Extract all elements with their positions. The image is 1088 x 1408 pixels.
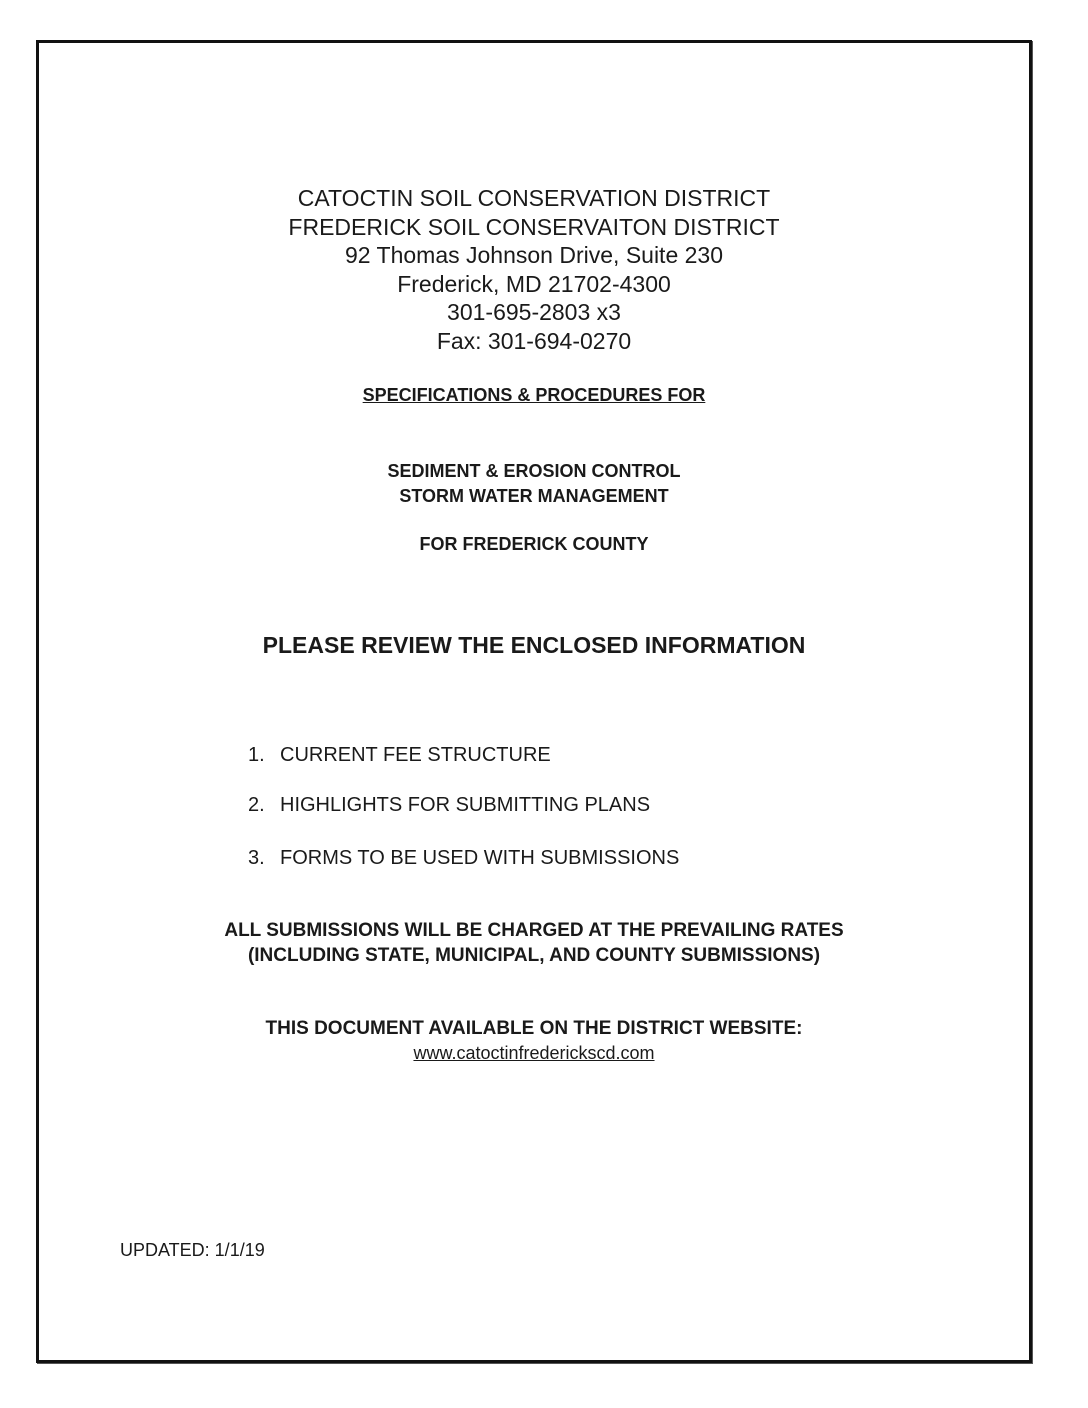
sediment-erosion-title: SEDIMENT & EROSION CONTROL [387,461,681,481]
list-number: 1. [248,744,265,766]
district-name-frederick: FREDERICK SOIL CONSERVAITON DISTRICT [288,213,780,240]
list-item [248,794,650,817]
list-text: FORMS TO BE USED WITH SUBMISSIONS [280,847,680,869]
list-number: 3. [248,847,265,869]
street-address: 92 Thomas Johnson Drive, Suite 230 [344,242,724,268]
list-item [248,847,679,870]
storm-water-title: STORM WATER MANAGEMENT [399,486,669,506]
review-heading: PLEASE REVIEW THE ENCLOSED INFORMATION [262,632,806,658]
program-titles [0,459,1068,509]
letterhead [0,184,1068,355]
charges-notice [0,918,1068,968]
updated-date: UPDATED: 1/1/19 [120,1240,265,1260]
fax-number: Fax: 301-694-0270 [436,327,632,354]
list-number: 2. [248,794,265,816]
phone-number: 301-695-2803 x3 [447,299,621,325]
list-text: CURRENT FEE STRUCTURE [280,744,551,766]
charges-line-1: ALL SUBMISSIONS WILL BE CHARGED AT THE PREVAILING RATES [224,920,844,941]
list-item [248,744,551,767]
list-text: HIGHLIGHTS FOR SUBMITTING PLANS [280,794,651,816]
spec-heading: SPECIFICATIONS & PROCEDURES FOR [362,385,706,405]
county-title: FOR FREDERICK COUNTY [419,534,649,554]
availability-title: THIS DOCUMENT AVAILABLE ON THE DISTRICT WEBSITE: [265,1018,803,1039]
website-link[interactable]: www.catoctinfrederickscd.com [413,1043,655,1063]
district-name-catoctin: CATOCTIN SOIL CONSERVATION DISTRICT [297,185,771,211]
city-state-zip: Frederick, MD 21702-4300 [397,270,671,297]
charges-line-2: (INCLUDING STATE, MUNICIPAL, AND COUNTY SUBMISSIONS) [247,945,821,966]
availability-notice [0,1017,1068,1065]
